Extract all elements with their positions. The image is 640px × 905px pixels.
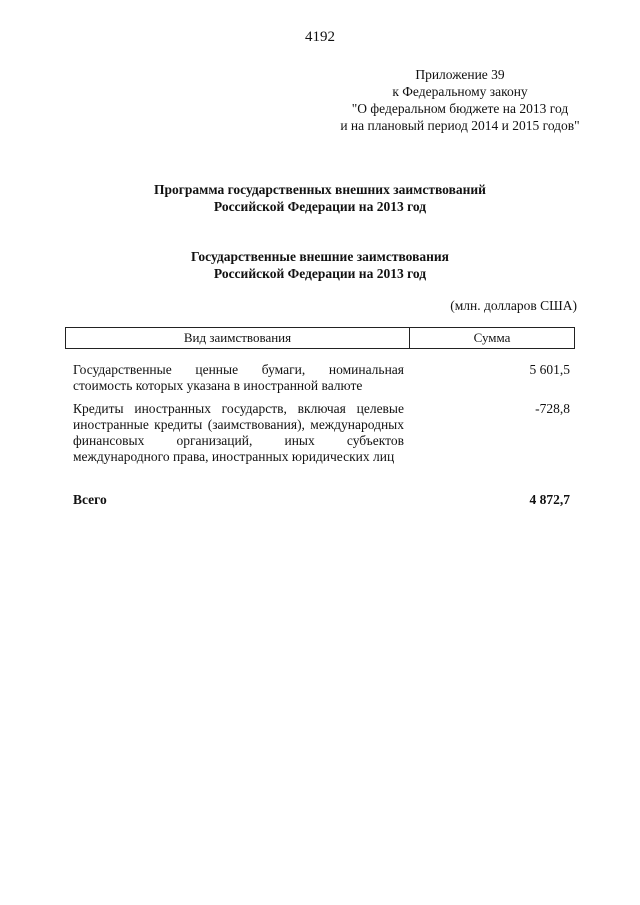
section-title-line: Государственные внешние заимствования bbox=[191, 249, 449, 264]
appendix-line: к Федеральному закону bbox=[392, 84, 528, 99]
appendix-line: Приложение 39 bbox=[415, 67, 505, 82]
row-value: 5 601,5 bbox=[529, 362, 570, 377]
program-title-line: Российской Федерации на 2013 год bbox=[213, 199, 427, 214]
units-label: (млн. долларов США) bbox=[450, 298, 577, 313]
section-title bbox=[0, 248, 640, 282]
total-label: Всего bbox=[73, 492, 107, 507]
row-value: -728,8 bbox=[535, 401, 570, 416]
appendix-reference bbox=[300, 66, 620, 134]
row-name: Государственные ценные бумаги, номинальная стоимость которых указана в иностранной валюте bbox=[73, 362, 404, 393]
appendix-line: "О федеральном бюджете на 2013 год bbox=[351, 101, 569, 116]
header-amount: Сумма bbox=[473, 330, 511, 345]
total-value: 4 872,7 bbox=[529, 492, 570, 507]
section-title-line: Российской Федерации на 2013 год bbox=[213, 266, 427, 281]
program-title-line: Программа государственных внешних заимствований bbox=[154, 182, 486, 197]
row-name: Кредиты иностранных государств, включая целевые иностранные кредиты (заимствования), международных финансовых организаций, иных субъектов международного права, иностранных юридических лиц bbox=[73, 401, 404, 464]
program-title bbox=[0, 181, 640, 215]
appendix-line: и на плановый период 2014 и 2015 годов" bbox=[340, 118, 580, 133]
header-borrowing-type: Вид заимствования bbox=[66, 328, 410, 348]
table-header bbox=[65, 327, 575, 349]
page-number: 4192 bbox=[305, 29, 335, 45]
